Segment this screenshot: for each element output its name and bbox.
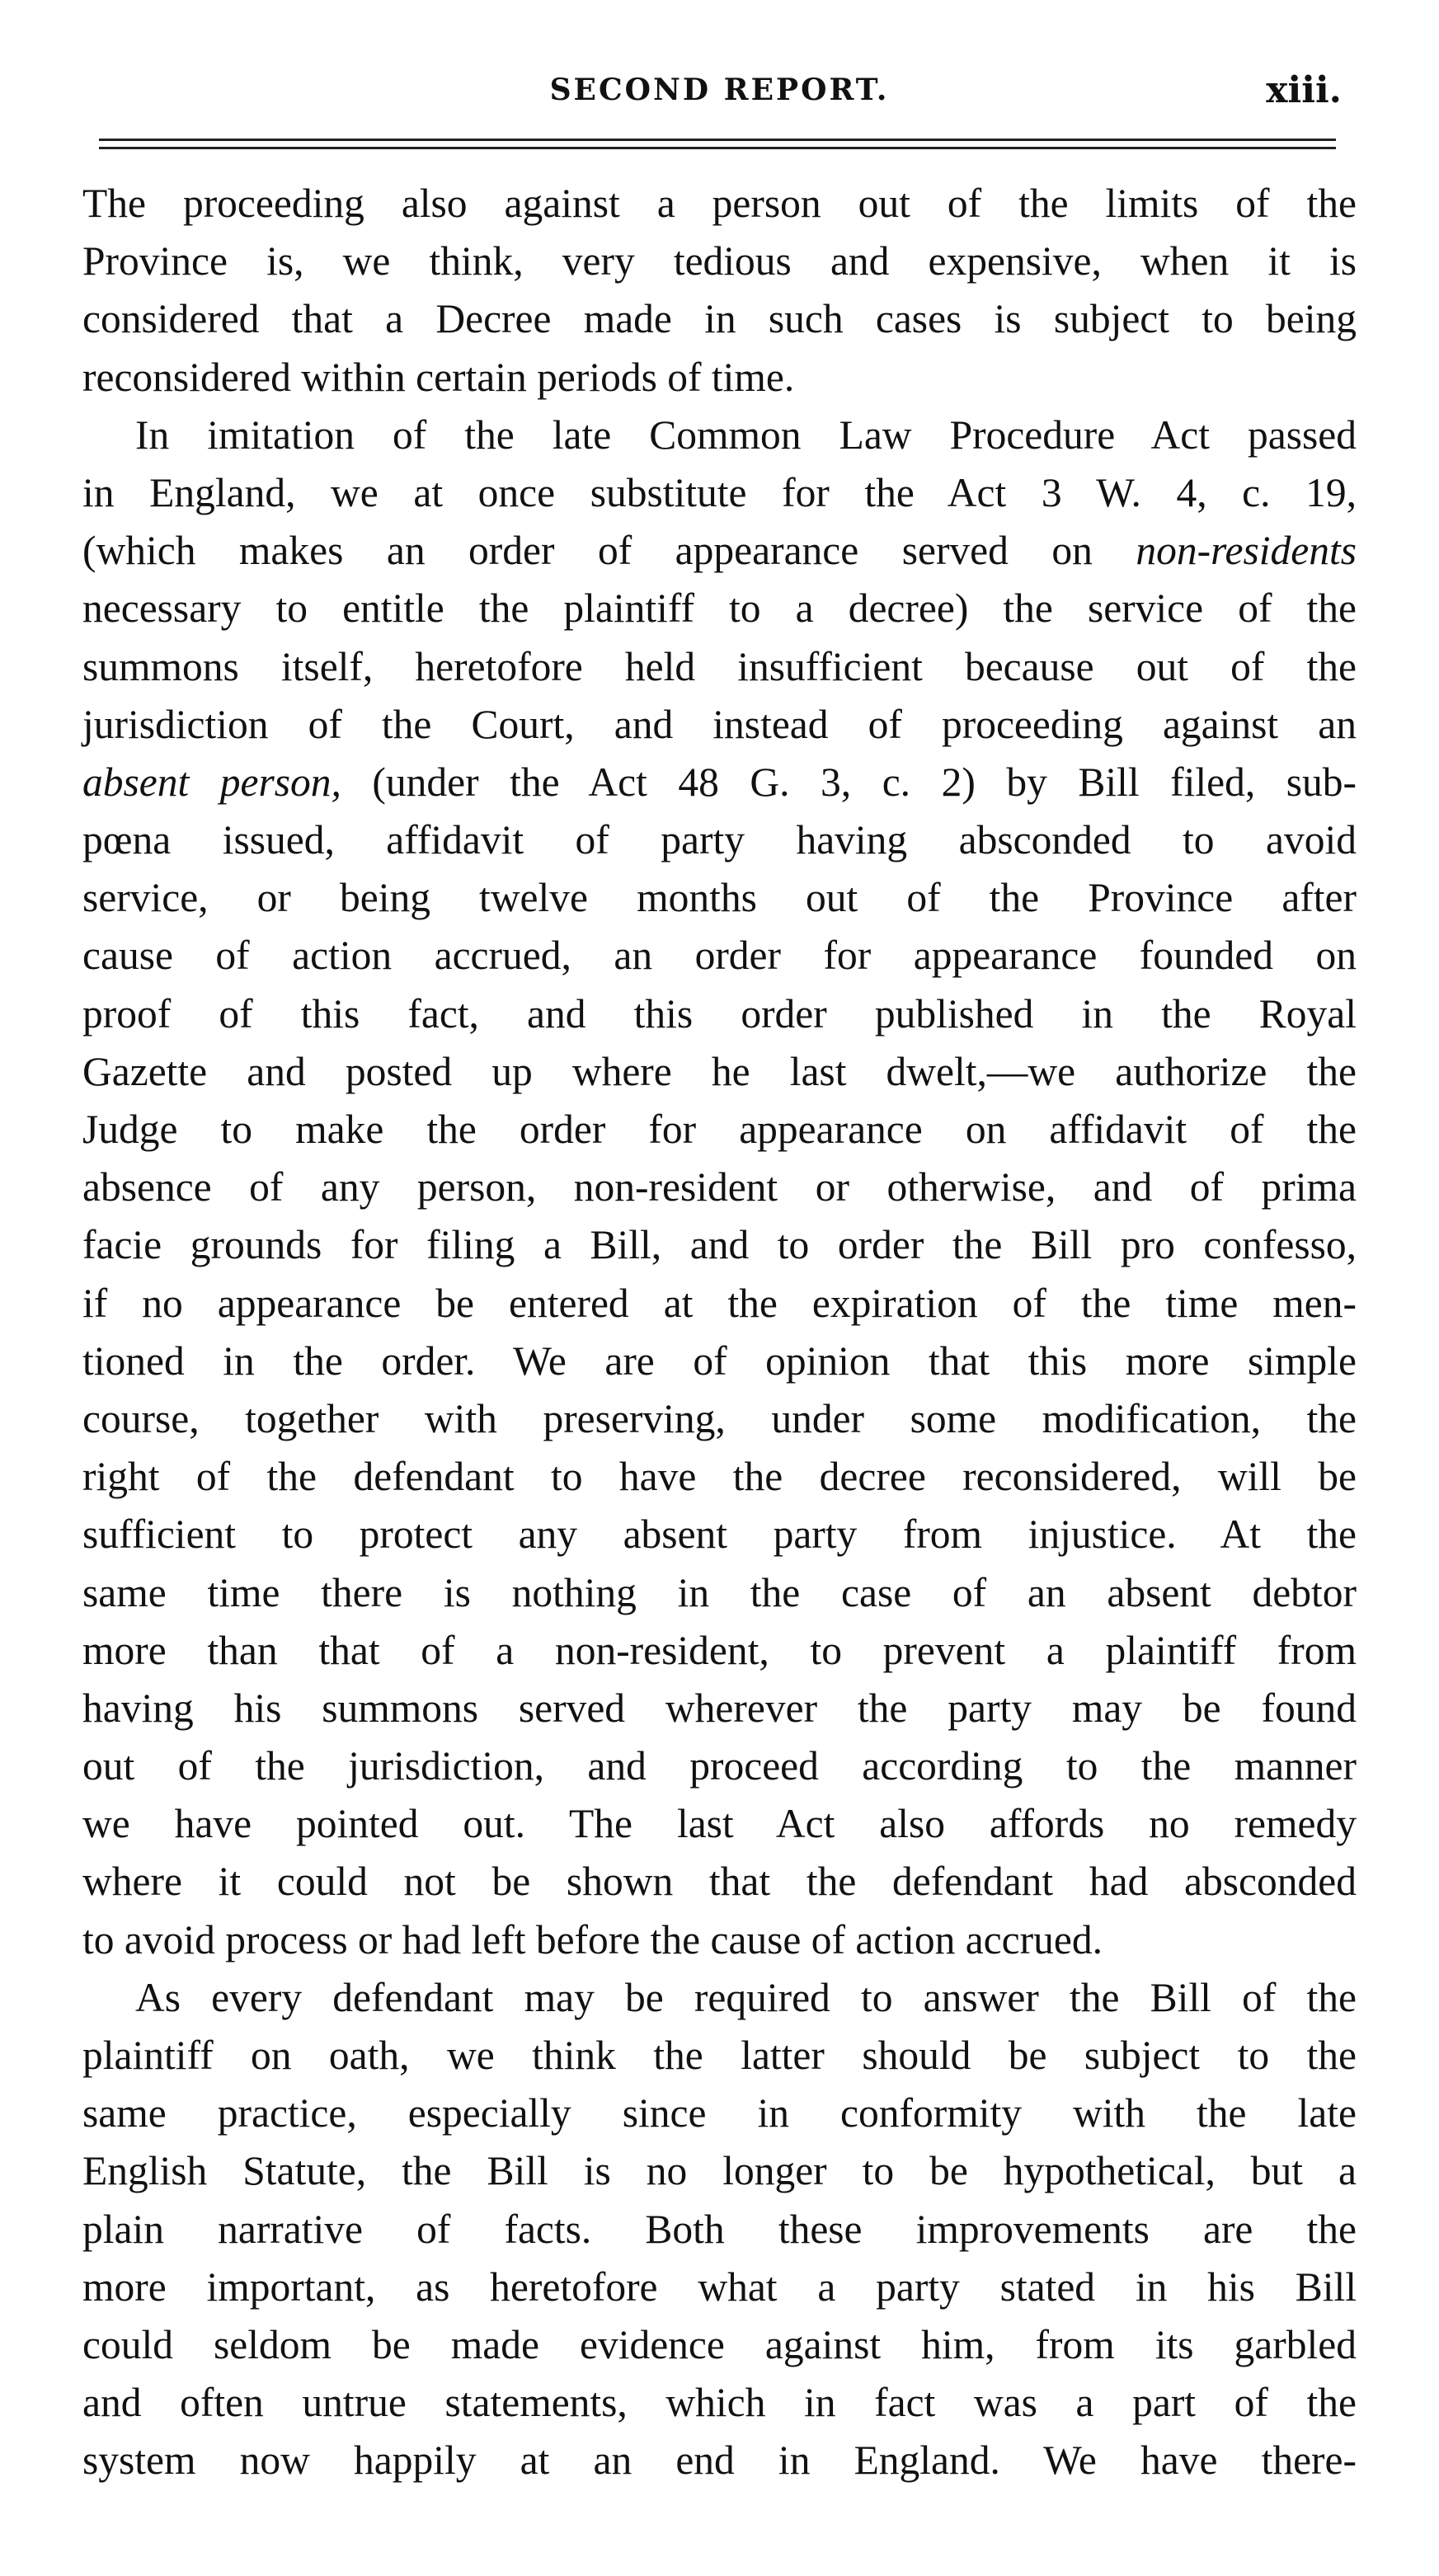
text-line: same time there is nothing in the case of an absent debtor [82, 1569, 1357, 1615]
text-line: As every defendant may be required to answer the Bill of the [135, 1974, 1357, 2020]
text-line: tioned in the order. We are of opinion that this more simple [82, 1337, 1357, 1384]
text-line: could seldom be made evidence against him, from its garbled [82, 2321, 1357, 2367]
text-line: Gazette and posted up where he last dwelt,—we authorize the [82, 1048, 1357, 1094]
text-line: out of the jurisdiction, and proceed according to the manner [82, 1743, 1357, 1789]
header-rule-top [99, 139, 1336, 141]
text-line: English Statute, the Bill is no longer to be hypothetical, but a [82, 2148, 1357, 2194]
text-line: more than that of a non-resident, to prevent a plaintiff from [82, 1627, 1357, 1673]
running-title: SECOND REPORT. [549, 73, 890, 107]
text-line: same practice, especially since in conformity with the late [82, 2090, 1357, 2136]
text-line: and often untrue statements, which in fact was a part of the [82, 2380, 1357, 2426]
document-page [82, 0, 1357, 2576]
text-line: more important, as heretofore what a party stated in his Bill [82, 2263, 1357, 2310]
text-line: absent person, (under the Act 48 G. 3, c. 2) by Bill filed, sub- [82, 759, 1357, 805]
text-line: necessary to entitle the plaintiff to a decree) the service of the [82, 585, 1357, 632]
text-line: summons itself, heretofore held insufficient because out of the [82, 643, 1357, 689]
text-line: (which makes an order of appearance served on non-residents [82, 528, 1357, 574]
text-line: The proceeding also against a person out of the limits of the [82, 181, 1357, 226]
text-line: absence of any person, non-resident or otherwise, and of prima [82, 1164, 1357, 1210]
text-line: jurisdiction of the Court, and instead of proceeding against an [82, 701, 1357, 747]
text-line: Province is, we think, very tedious and expensive, when it is [82, 238, 1357, 284]
text-line: In imitation of the late Common Law Procedure Act passed [135, 411, 1357, 458]
text-line: facie grounds for filing a Bill, and to order the Bill pro confesso, [82, 1222, 1357, 1268]
page-header [82, 69, 1357, 122]
text-line: cause of action accrued, an order for appearance founded on [82, 933, 1357, 979]
text-line: Judge to make the order for appearance on affidavit of the [82, 1107, 1357, 1152]
text-line: considered that a Decree made in such cases is subject to being [82, 296, 1357, 342]
text-line: right of the defendant to have the decree reconsidered, will be [82, 1454, 1357, 1500]
text-line: sufficient to protect any absent party from injustice. At the [82, 1511, 1357, 1558]
text-line: course, together with preserving, under some modification, the [82, 1395, 1357, 1441]
text-line: system now happily at an end in England. We have there- [82, 2437, 1357, 2484]
text-line: if no appearance be entered at the expiration of the time men- [82, 1280, 1357, 1326]
text-line: to avoid process or had left before the cause of action accrued. [82, 1916, 1103, 1963]
italic-phrase: non-residents [1136, 528, 1357, 574]
body-text [82, 175, 1357, 2490]
header-rule-bottom [99, 147, 1336, 149]
text-line: plain narrative of facts. Both these improvements are the [82, 2206, 1357, 2252]
text-line: where it could not be shown that the defendant had absconded [82, 1859, 1357, 1905]
text-line: in England, we at once substitute for the Act 3 W. 4, c. 19, [82, 469, 1357, 515]
text-line: service, or being twelve months out of the Province after [82, 875, 1357, 921]
italic-phrase: absent person, [82, 759, 341, 805]
text-line: having his summons served wherever the party may be found [82, 1685, 1357, 1731]
text-line: we have pointed out. The last Act also affords no remedy [82, 1801, 1357, 1847]
text-line: reconsidered within certain periods of time. [82, 354, 795, 400]
text-line: plaintiff on oath, we think the latter should be subject to the [82, 2033, 1357, 2078]
text-line: pœna issued, affidavit of party having absconded to avoid [82, 817, 1357, 863]
text-line: proof of this fact, and this order published in the Royal [82, 990, 1357, 1037]
page-number: xiii. [1266, 69, 1342, 111]
